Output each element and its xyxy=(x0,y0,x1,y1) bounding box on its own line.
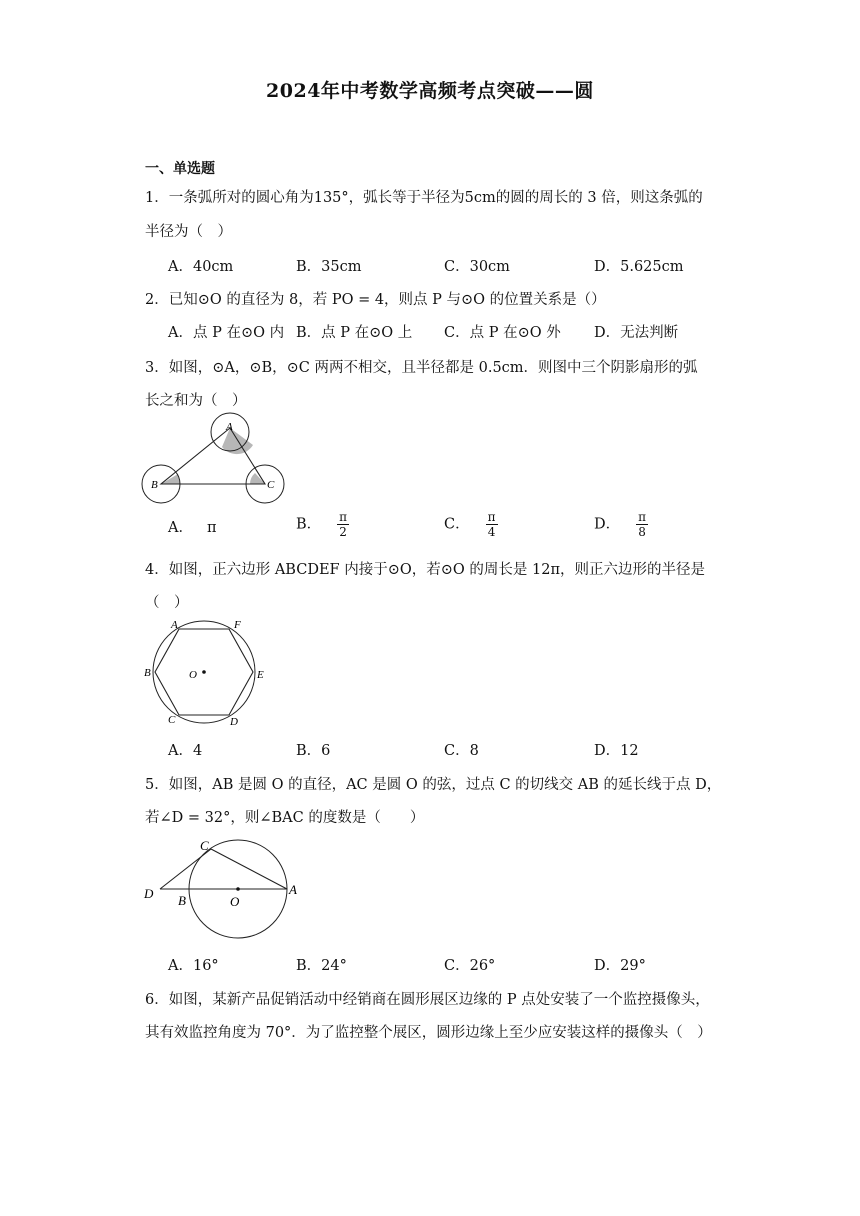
q3-option-c: C． $\frac{\pi}{4}$ xyxy=(444,510,496,539)
q5-option-b: B．24° xyxy=(296,958,347,974)
q3-option-d: D． $\frac{\pi}{8}$ xyxy=(594,510,647,539)
q4-text-line2: （ ） xyxy=(145,595,189,611)
q1-option-a: A．40cm xyxy=(168,259,234,275)
q5-label-a: A xyxy=(289,882,297,897)
q4-label-d: D xyxy=(230,716,238,728)
q5-chord-ca xyxy=(211,849,287,889)
q3-option-b: B． $\frac{\pi}{2}$ xyxy=(296,510,348,539)
q5-label-d: D xyxy=(144,886,154,901)
q2-option-a: A．点 P 在⊙O 内 xyxy=(168,325,285,341)
q3-label-b: B xyxy=(151,479,158,491)
q1-option-d: D．5.625cm xyxy=(594,259,684,275)
q4-center-point xyxy=(202,670,206,674)
q4-option-c: C．8 xyxy=(444,743,479,759)
q3-triangle-circles-figure xyxy=(140,412,290,506)
q2-option-b: B．点 P 在⊙O 上 xyxy=(296,325,413,341)
q3-shaded-sector-b xyxy=(161,474,180,484)
q3-label-c: C xyxy=(267,479,275,491)
q6-text-line1: 6．如图，某新产品促销活动中经销商在圆形展区边缘的 P 点处安装了一个监控摄像头， xyxy=(145,992,710,1008)
q2-option-d: D．无法判断 xyxy=(594,325,679,341)
q4-label-a: A xyxy=(171,619,178,631)
q5-label-o: O xyxy=(230,894,240,909)
q4-label-b: B xyxy=(144,667,151,679)
q5-label-b: B xyxy=(178,893,186,908)
q2-option-c: C．点 P 在⊙O 外 xyxy=(444,325,561,341)
q4-label-f: F xyxy=(234,619,241,631)
section-heading: 一、单选题 xyxy=(145,161,215,177)
q5-label-c: C xyxy=(200,838,209,853)
q4-option-d: D．12 xyxy=(594,743,639,759)
q5-option-a: A．16° xyxy=(168,958,219,974)
q2-options xyxy=(168,321,728,343)
q4-label-o: O xyxy=(189,669,197,681)
q3-option-a: A． π xyxy=(168,520,217,536)
q5-tangent-figure xyxy=(140,832,310,944)
q1-text-line1: 1．一条弧所对的圆心角为135°，弧长等于半径为5cm的圆的周长的 3 倍，则这条弧的 xyxy=(145,190,703,206)
q4-text-line1: 4．如图，正六边形 ABCDEF 内接于⊙O，若⊙O 的周长是 12π，则正六边形的半径是 xyxy=(145,562,705,578)
q4-hexagon-figure xyxy=(140,614,270,730)
q3-options xyxy=(168,510,728,539)
q5-center-point xyxy=(236,887,240,891)
q5-option-d: D．29° xyxy=(594,958,646,974)
q5-text-line1: 5．如图，AB 是圆 O 的直径，AC 是圆 O 的弦，过点 C 的切线交 AB 的延长线于点 D， xyxy=(145,777,722,793)
q4-option-a: A．4 xyxy=(168,743,203,759)
q1-option-b: B．35cm xyxy=(296,259,362,275)
q3-text-line2: 长之和为（ ） xyxy=(145,393,247,409)
q5-text-line2: 若∠D = 32°，则∠BAC 的度数是（ ） xyxy=(145,810,425,826)
q2-text-line1: 2．已知⊙O 的直径为 8，若 PO = 4，则点 P 与⊙O 的位置关系是（） xyxy=(145,292,606,308)
q3-text-line1: 3．如图，⊙A，⊙B，⊙C 两两不相交，且半径都是 0.5cm．则图中三个阴影扇形的弧 xyxy=(145,360,698,376)
q3-label-a: A xyxy=(226,421,233,433)
q3-shaded-sector-c xyxy=(250,473,265,484)
q1-options xyxy=(168,255,728,277)
q4-options xyxy=(168,739,728,761)
q1-text-line2: 半径为（ ） xyxy=(145,224,232,240)
q6-text-line2: 其有效监控角度为 70°．为了监控整个展区，圆形边缘上至少应安装这样的摄像头（ ） xyxy=(145,1025,712,1041)
q4-label-c: C xyxy=(168,714,176,726)
q5-options xyxy=(168,954,728,976)
q4-label-e: E xyxy=(257,669,264,681)
q5-tangent-dc xyxy=(160,849,211,889)
q1-option-c: C．30cm xyxy=(444,259,510,275)
q4-option-b: B．6 xyxy=(296,743,331,759)
q5-option-c: C．26° xyxy=(444,958,496,974)
page-title: 2024年中考数学高频考点突破——圆 xyxy=(266,80,594,102)
